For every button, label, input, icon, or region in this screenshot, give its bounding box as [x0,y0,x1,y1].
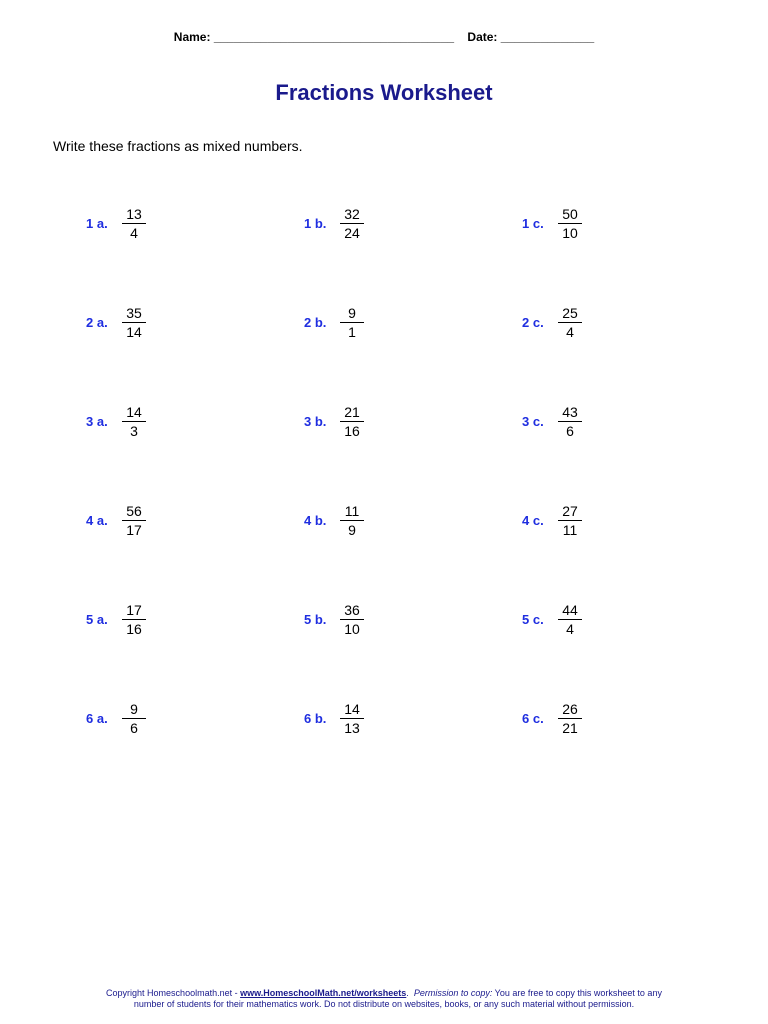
fraction-denominator: 4 [566,621,574,637]
problem-item [304,700,364,737]
fraction [122,700,146,737]
fraction-numerator: 11 [340,502,364,521]
page-title: Fractions Worksheet [275,80,493,105]
fraction [340,601,364,638]
problem-label: 5 a. [86,612,108,627]
fraction-denominator: 6 [566,423,574,439]
fraction [122,502,146,539]
problem-item [522,304,582,341]
date-line: ______________ [500,30,595,44]
footer-permission-text: You are free to copy this worksheet to any [492,988,662,998]
problem-label: 4 a. [86,513,108,528]
fraction-denominator: 3 [130,423,138,439]
fraction-numerator: 14 [122,403,146,422]
problem-item [86,205,146,242]
fraction [558,304,582,341]
fraction [340,205,364,242]
fraction-denominator: 16 [126,621,142,637]
problem-item [86,304,146,341]
problem-label: 5 c. [522,612,544,627]
worksheet-header [0,30,768,44]
problem-item [86,601,146,638]
footer-line-1: Copyright Homeschoolmath.net - www.HomeschoolMath.net/worksheets. Permission to copy: You are free to copy this worksheet to any [106,988,662,998]
fraction-denominator: 24 [344,225,360,241]
fraction [558,205,582,242]
instruction-text: Write these fractions as mixed numbers. [53,138,303,154]
name-line: ____________________________________ [213,30,455,44]
fraction-denominator: 4 [566,324,574,340]
footer-line-2: number of students for their mathematics work. Do not distribute on websites, books, or any such material without permission. [133,999,635,1009]
fraction-denominator: 11 [562,522,578,538]
fraction-numerator: 17 [122,601,146,620]
problem-item [86,700,146,737]
problem-label: 2 b. [304,315,327,330]
problem-label: 3 a. [86,414,108,429]
fraction-denominator: 9 [348,522,356,538]
problem-item [522,700,582,737]
footer [0,988,768,1010]
fraction-numerator: 32 [340,205,364,224]
date-label: Date: [467,30,498,44]
fraction [122,304,146,341]
fraction-denominator: 14 [126,324,142,340]
fraction-denominator: 1 [348,324,356,340]
problem-label: 1 a. [86,216,108,231]
fraction [340,700,364,737]
fraction-numerator: 27 [558,502,582,521]
fraction-numerator: 25 [558,304,582,323]
fraction-numerator: 43 [558,403,582,422]
problem-item [86,403,146,440]
name-label: Name: [173,30,211,44]
fraction [340,304,364,341]
problem-item [304,403,364,440]
fraction [558,403,582,440]
problem-item [304,502,364,539]
fraction [340,403,364,440]
fraction-denominator: 10 [562,225,578,241]
fraction-denominator: 4 [130,225,138,241]
problem-label: 6 c. [522,711,544,726]
problem-label: 1 b. [304,216,327,231]
problem-label: 2 a. [86,315,108,330]
fraction-numerator: 21 [340,403,364,422]
fraction-denominator: 16 [344,423,360,439]
fraction-numerator: 50 [558,205,582,224]
problem-label: 3 c. [522,414,544,429]
fraction-numerator: 36 [340,601,364,620]
fraction-numerator: 44 [558,601,582,620]
fraction-numerator: 9 [340,304,364,323]
fraction-numerator: 35 [122,304,146,323]
footer-link[interactable]: www.HomeschoolMath.net/worksheets [240,988,407,998]
fraction-numerator: 9 [122,700,146,719]
fraction-denominator: 13 [344,720,360,736]
fraction-denominator: 6 [130,720,138,736]
problem-label: 1 c. [522,216,544,231]
fraction-numerator: 13 [122,205,146,224]
footer-copyright: Copyright Homeschoolmath.net - [106,988,241,998]
problem-label: 4 b. [304,513,327,528]
problem-label: 4 c. [522,513,544,528]
problem-label: 6 a. [86,711,108,726]
fraction [558,601,582,638]
fraction [122,205,146,242]
problem-label: 3 b. [304,414,327,429]
problem-label: 6 b. [304,711,327,726]
fraction-denominator: 10 [344,621,360,637]
problem-label: 5 b. [304,612,327,627]
problem-item [522,502,582,539]
problem-item [304,601,364,638]
fraction-numerator: 26 [558,700,582,719]
problem-item [522,205,582,242]
problem-item [522,601,582,638]
problem-item [304,304,364,341]
fraction [558,700,582,737]
fraction-numerator: 56 [122,502,146,521]
fraction [122,601,146,638]
fraction [122,403,146,440]
problem-item [522,403,582,440]
fraction-numerator: 14 [340,700,364,719]
problem-item [304,205,364,242]
fraction [558,502,582,539]
fraction-denominator: 17 [126,522,142,538]
fraction-denominator: 21 [562,720,578,736]
footer-permission-label: Permission to copy: [413,988,493,998]
fraction [340,502,364,539]
problem-item [86,502,146,539]
problem-label: 2 c. [522,315,544,330]
